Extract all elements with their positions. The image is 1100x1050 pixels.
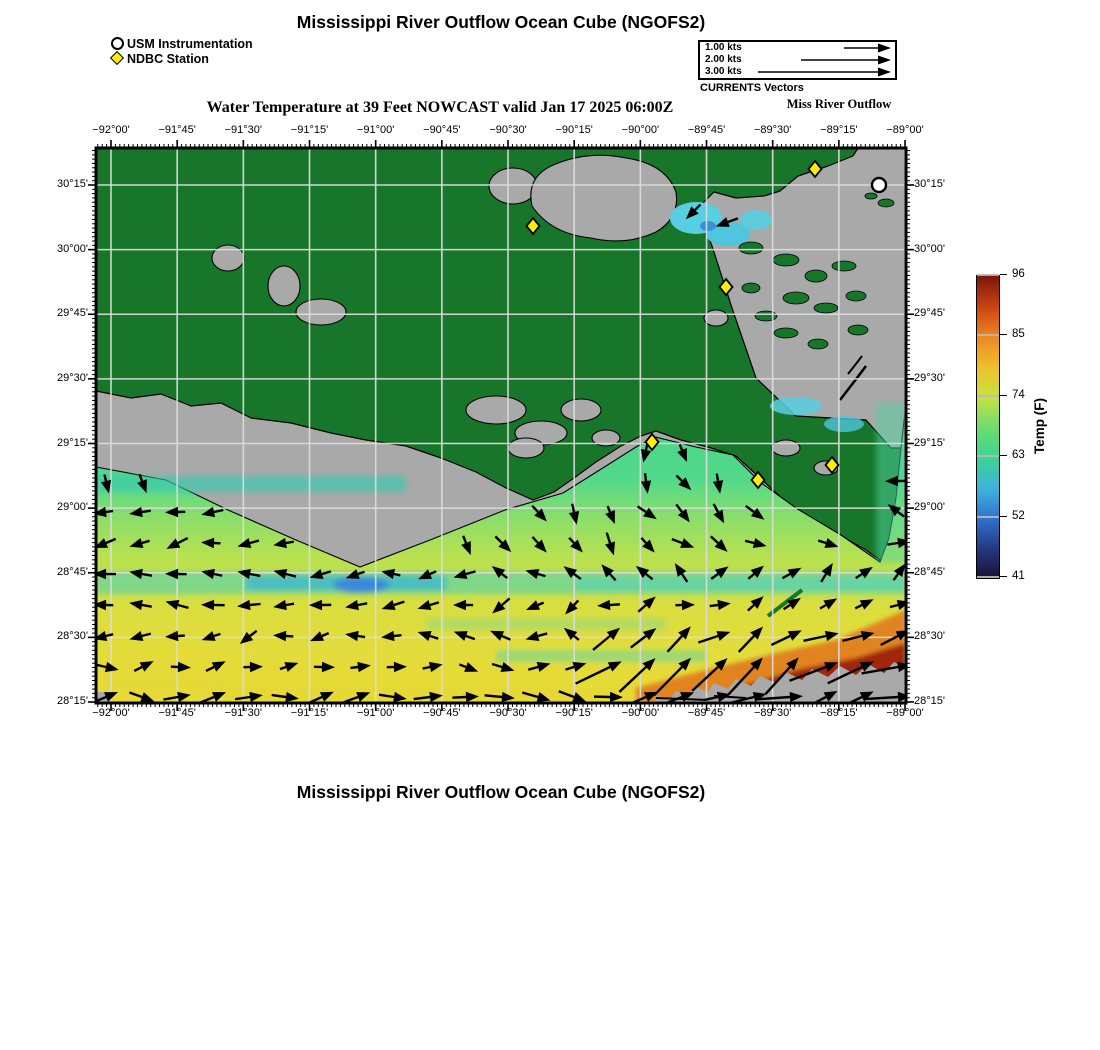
lon-tick-label-top: −91°15' [290,124,329,136]
lon-tick-label-top: −92°00' [92,124,130,136]
colorbar-separator [977,516,999,518]
lat-tick-label-left: 29°15' [57,436,88,449]
vector-tail [645,473,646,481]
lat-tick-label-left: 28°45' [57,565,88,578]
colorbar-separator [977,395,999,397]
colorbar-tick [1000,455,1007,456]
colorbar-tick [1000,334,1007,335]
lat-tick-label-left: 29°00' [57,501,88,514]
colorbar-tick-label: 74 [1012,388,1025,401]
marsh-pond [561,399,601,421]
vector-tail [286,542,294,543]
marsh-pond [704,310,728,326]
lon-tick-label-bottom: −90°00' [621,707,660,719]
vector-tail [394,574,400,575]
lon-tick-label-top: −91°45' [158,124,196,136]
lon-tick-label-top: −89°30' [753,124,792,136]
colorbar-separator [977,455,999,457]
usm-station-marker [872,178,886,192]
currents-scale-arrow [700,54,895,66]
colorbar-tick [1000,516,1007,517]
footer-title: Mississippi River Outflow Ocean Cube (NGOFS2) [296,782,706,802]
map-title: Water Temperature at 39 Feet NOWCAST valid Jan 17 2025 06:00Z [206,99,674,116]
currents-scale-label: 3.00 kts [705,66,742,77]
marker-legend [110,36,253,66]
lon-tick-label-bottom: −92°00' [92,707,130,719]
lat-tick-label-right: 29°00' [914,501,945,514]
lat-tick-label-right: 29°30' [914,371,945,384]
colorbar-tick-label: 85 [1012,328,1025,341]
region-label: Miss River Outflow [786,97,892,111]
colorbar-title: Temp (F) [1032,398,1047,454]
colorbar [976,275,1000,579]
page-title: Mississippi River Outflow Ocean Cube (NGOFS2) [296,12,706,32]
map-canvas [96,148,906,703]
lon-tick-label-top: −91°30' [224,124,263,136]
vector-tail [710,605,718,606]
currents-scale-row [700,42,895,54]
lon-tick-label-top: −89°45' [687,124,726,136]
lon-tick-label-bottom: −91°30' [224,707,263,719]
lon-tick-label-top: −90°15' [555,124,593,136]
colorbar-tick-label: 52 [1012,509,1025,522]
currents-scale-row [700,54,895,66]
vector-tail [572,504,574,512]
lon-tick-label-top: −90°45' [423,124,461,136]
lat-tick-label-left: 28°30' [57,630,88,643]
lon-tick-label-bottom: −89°00' [886,707,924,719]
colorbar-tick-label: 96 [1012,268,1025,280]
lon-tick-label-top: −90°00' [621,124,660,136]
vector-tail [394,635,401,636]
marsh-pond [772,440,800,456]
vector-tail [452,697,466,698]
lon-tick-label-bottom: −89°15' [820,707,858,719]
usm-circle-icon [110,36,125,51]
usm-legend-row [110,36,253,51]
ndbc-legend-row [110,51,253,66]
lon-tick-label-bottom: −91°45' [158,707,196,719]
lake-maurepas [489,168,537,204]
small-lake [296,299,346,325]
colorbar-separator [977,576,999,578]
vector-tail [106,511,113,512]
currents-scale-label: 1.00 kts [705,42,742,53]
ndbc-legend-label: NDBC Station [127,51,209,66]
colorbar-tick-label: 63 [1012,449,1025,462]
lat-tick-label-right: 29°15' [914,436,945,449]
lon-tick-label-bottom: −90°45' [423,707,461,719]
currents-scale-arrow [700,66,895,78]
vector-tail [142,511,151,512]
lon-tick-label-bottom: −90°30' [489,707,527,719]
lat-tick-label-right: 28°45' [914,565,945,578]
lon-tick-label-bottom: −89°45' [687,707,726,719]
currents-scale-caption: CURRENTS Vectors [700,82,804,94]
vector-tail [423,667,430,669]
lat-tick-label-right: 28°15' [914,695,945,707]
scale-arrow-head [878,68,891,77]
vector-tail [610,604,620,605]
lon-tick-label-bottom: −90°15' [555,707,593,719]
vector-tail [104,475,106,481]
lon-tick-label-bottom: −91°00' [356,707,395,719]
lon-tick-label-bottom: −89°30' [753,707,792,719]
lat-tick-label-right: 29°45' [914,307,945,320]
vector-tail [358,636,365,637]
vector-tail [142,574,152,576]
small-lake [268,266,300,306]
ndbc-diamond-icon [110,51,125,66]
colorbar-separator [977,334,999,336]
vector-tail [286,604,294,605]
lat-tick-label-left: 30°15' [57,178,88,190]
colorbar-tick [1000,395,1007,396]
lat-tick-label-left: 29°30' [57,371,88,384]
vector-tail [887,543,898,545]
lon-tick-label-top: −90°30' [489,124,527,136]
lon-tick-label-top: −89°00' [886,124,924,136]
scale-arrow-head [878,44,891,53]
lon-tick-label-top: −91°00' [356,124,395,136]
lon-tick-label-bottom: −91°15' [290,707,329,719]
vector-tail [142,605,152,607]
lat-tick-label-right: 28°30' [914,630,945,643]
lat-tick-label-right: 30°00' [914,242,945,255]
vector-tail [214,574,222,576]
lat-tick-label-left: 29°45' [57,307,88,320]
usm-legend-label: USM Instrumentation [127,36,253,51]
vector-tail [485,695,502,697]
colorbar-tick-label: 41 [1012,570,1025,582]
currents-scale-arrow [700,42,895,54]
vector-tail [350,667,358,668]
colorbar-tick [1000,576,1007,577]
colorbar-tick [1000,274,1007,275]
currents-scale-box [698,40,897,80]
marsh-pond [508,438,544,458]
vector-tail [358,603,367,605]
marsh-pond [466,396,526,424]
vector-tail [250,604,261,605]
currents-scale-label: 2.00 kts [705,54,742,65]
lat-tick-label-right: 30°15' [914,178,945,190]
lon-tick-label-top: −89°15' [820,124,858,136]
scale-arrow-head [878,56,891,65]
vector-tail [717,474,718,481]
lat-tick-label-left: 30°00' [57,242,88,255]
currents-scale-row [700,66,895,78]
lat-tick-label-left: 28°15' [57,695,88,707]
colorbar-separator [977,274,999,276]
map-plot [96,148,906,703]
